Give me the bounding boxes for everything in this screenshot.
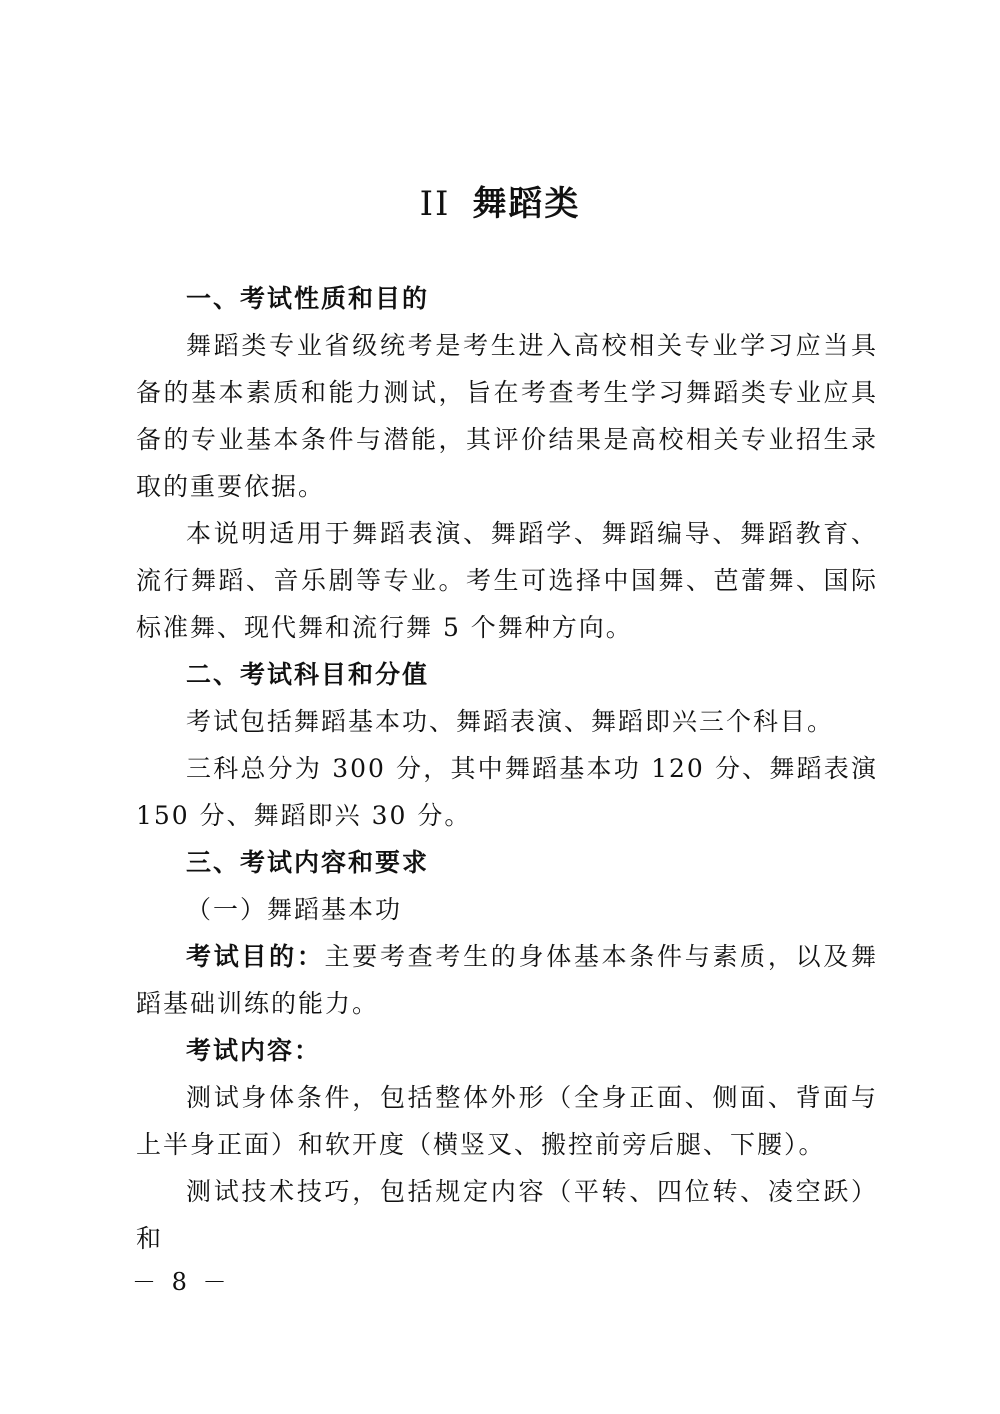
paragraph-scores: 三科总分为 300 分，其中舞蹈基本功 120 分、舞蹈表演 150 分、舞蹈即兴 30 分。 [136,754,878,830]
paragraph-body-conditions: 测试身体条件，包括整体外形（全身正面、侧面、背面与上半身正面）和软开度（横竖叉、搬控前旁后腿、下腰）。 [136,1083,878,1159]
paragraph-exam-purpose [136,933,878,1027]
paragraph-subjects: 考试包括舞蹈基本功、舞蹈表演、舞蹈即兴三个科目。 [186,707,835,736]
page-title [0,176,1000,232]
subsection-heading-basic-skills: （一）舞蹈基本功 [186,895,403,924]
exam-content-label: 考试内容： [186,1036,322,1065]
paragraph-scope: 本说明适用于舞蹈表演、舞蹈学、舞蹈编导、舞蹈教育、流行舞蹈、音乐剧等专业。考生可选择中国舞、芭蕾舞、国际标准舞、现代舞和流行舞 5 个舞种方向。 [136,519,878,642]
paragraph-techniques: 测试技术技巧，包括规定内容（平转、四位转、凌空跃）和 [136,1177,878,1253]
title-numeral: II [419,184,451,224]
section-heading-3: 三、考试内容和要求 [186,848,430,877]
exam-purpose-text: 主要考查考生的身体基本条件与素质，以及舞蹈基础训练的能力。 [136,942,878,1018]
exam-purpose-label: 考试目的： [186,942,325,971]
section-heading-1: 一、考试性质和目的 [186,284,430,313]
section-heading-2: 二、考试科目和分值 [186,660,430,689]
page-number: － 8 － [132,1268,231,1296]
paragraph-nature-purpose: 舞蹈类专业省级统考是考生进入高校相关专业学习应当具备的基本素质和能力测试，旨在考查考生学习舞蹈类专业应具备的专业基本条件与潜能，其评价结果是高校相关专业招生录取的重要依据。 [136,331,878,501]
document-body [136,275,878,1262]
title-text: 舞蹈类 [472,184,581,224]
